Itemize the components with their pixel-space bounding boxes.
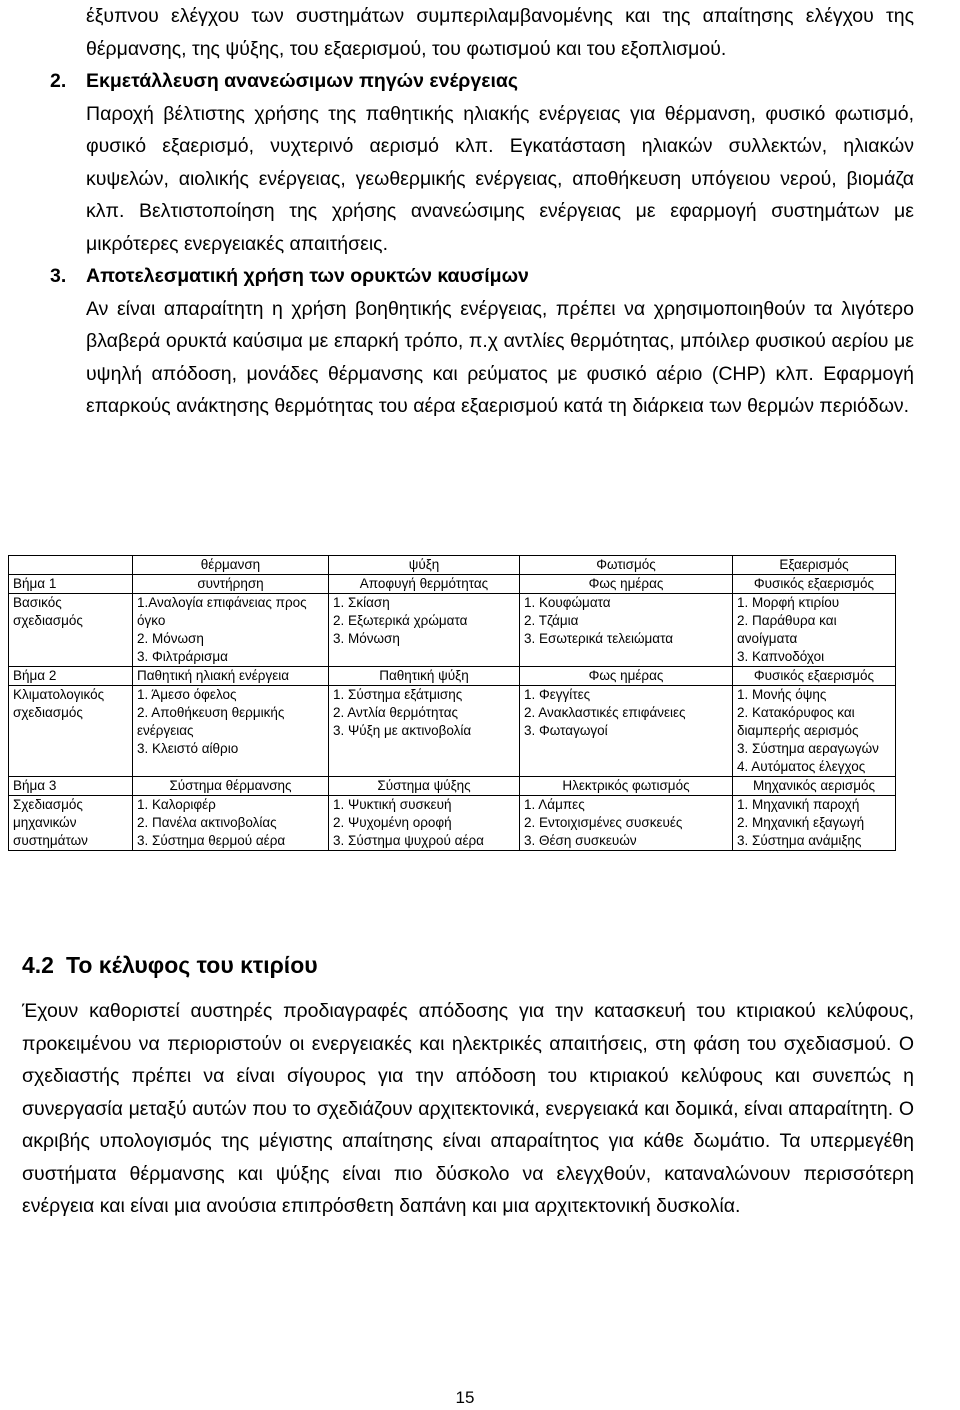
item-2-number: 2. (50, 70, 67, 92)
table-cell: Σύστημα ψύξης (329, 777, 520, 796)
header-cell (9, 556, 133, 575)
list-item: 1. Καλοριφέρ (137, 797, 216, 812)
table-cell: Σύστημα θέρμανσης (133, 777, 329, 796)
continuation-paragraph: έξυπνου ελέγχου των συστημάτων συμπεριλαμβανομένης και της απαίτησης ελέγχου της θέρμανσης, της ψύξης, του εξαερισμού, του φωτισμού και του εξοπλισμού. (86, 5, 914, 60)
list-item: 3. Καπνοδόχοι (737, 649, 825, 664)
table-row-step-2 (9, 667, 896, 686)
list-item: 3. Σύστημα ψυχρού αέρα (333, 833, 484, 848)
header-cell: Φωτισμός (520, 556, 733, 575)
table-cell (733, 594, 896, 667)
list-item: 3. Σύστημα αεραγωγών (737, 741, 879, 756)
table-cell (133, 686, 329, 777)
list-item: 1. Λάμπες (524, 797, 585, 812)
header-cell: ψύξη (329, 556, 520, 575)
table-cell: Μηχανικός αερισμός (733, 777, 896, 796)
table-cell: Αποφυγή θερμότητας (329, 575, 520, 594)
list-item: 2. Εξωτερικά χρώματα (333, 613, 468, 628)
list-item: 3. Φωταγωγοί (524, 723, 608, 738)
table-row-mechanical-design (9, 796, 896, 851)
step-label: Βήμα 1 (9, 575, 133, 594)
list-item: 3. Θέση συσκευών (524, 833, 637, 848)
table-row-step-3 (9, 777, 896, 796)
row-label: Βασικός σχεδιασμός (9, 594, 133, 667)
table-row-climate-design (9, 686, 896, 777)
list-item: 2. Πανέλα ακτινοβολίας (137, 815, 277, 830)
table-cell (520, 796, 733, 851)
list-item: 2. Ψυχομένη οροφή (333, 815, 452, 830)
item-2-paragraph: Παροχή βέλτιστης χρήσης της παθητικής ηλιακής ενέργειας για θέρμανση, φυσικό φωτισμό, φυσικό εξαερισμό, νυχτερινό αερισμό κλπ. Εγκατάσταση ηλιακών συλλεκτών, ηλιακών κυψελών, αιολικής ενέργειας, γεωθερμικής ενέργειας, αποθήκευση υπόγειου νερού, βιομάζα κλπ. Βελτιστοποίηση της χρήσης ανανεώσιμης ενέργειας με εφαρμογή συστημάτων με μικρότερες ενεργειακές απαιτήσεις. (86, 102, 914, 255)
list-item: 3. Σύστημα ανάμιξης (737, 833, 862, 848)
step-label: Βήμα 3 (9, 777, 133, 796)
list-item: 3. Σύστημα θερμού αέρα (137, 833, 286, 848)
header-cell: θέρμανση (133, 556, 329, 575)
list-item: 1. Κουφώματα (524, 595, 611, 610)
list-item: 1. Σκίαση (333, 595, 390, 610)
list-item: 2. Μηχανική εξαγωγή (737, 815, 865, 830)
list-item: 3. Κλειστό αίθριο (137, 741, 239, 756)
table-row-basic-design (9, 594, 896, 667)
table-cell: Ηλεκτρικός φωτισμός (520, 777, 733, 796)
table-cell: Φως ημέρας (520, 667, 733, 686)
design-steps-table (8, 555, 896, 851)
list-item: 2. Παράθυρα και ανοίγματα (737, 613, 837, 646)
list-item: 2. Κατακόρυφος και διαμπερής αερισμός (737, 705, 859, 738)
list-item: 1. Μονής όψης (737, 687, 827, 702)
page-number: 15 (455, 1388, 475, 1407)
list-item: 2. Αποθήκευση θερμικής ενέργειας (137, 705, 285, 738)
list-item: 2. Εντοιχισμένες συσκευές (524, 815, 683, 830)
list-item: 1. Άμεσο όφελος (137, 687, 237, 702)
row-label: Κλιματολογικός σχεδιασμός (9, 686, 133, 777)
step-label: Βήμα 2 (9, 667, 133, 686)
section-heading (22, 952, 318, 979)
item-2-heading (50, 65, 914, 98)
list-item: 2. Μόνωση (137, 631, 204, 646)
list-item: 3. Εσωτερικά τελειώματα (524, 631, 674, 646)
item-3-paragraph: Αν είναι απαραίτητη η χρήση βοηθητικής ενέργειας, πρέπει να χρησιμοποιηθούν τα λιγότερο βλαβερά ορυκτά καύσιμα με επαρκή τρόπο, π.χ αντλίες θερμότητας, μπόιλερ φυσικού αερίου με υψηλή απόδοση, μονάδες θέρμανσης και ρεύματος με φυσικό αέριο (CHP) κλπ. Εφαρμογή επαρκούς ανάκτησης θερμότητας του αέρα εξαερισμού κατά τη διάρκεια των θερμών περιόδων. (86, 297, 914, 417)
list-item: 3. Μόνωση (333, 631, 400, 646)
item-3-heading (50, 260, 914, 293)
table-cell: συντήρηση (133, 575, 329, 594)
table-cell (329, 686, 520, 777)
list-item: 1. Μηχανική παροχή (737, 797, 860, 812)
list-item: 1. Μορφή κτιρίου (737, 595, 840, 610)
item-2-heading-text: Εκμετάλλευση ανανεώσιμων πηγών ενέργειας (86, 70, 519, 92)
table-cell: Φυσικός εξαερισμός (733, 575, 896, 594)
list-item: 2. Τζάμια (524, 613, 579, 628)
intro-text (50, 0, 914, 423)
table-header-row (9, 556, 896, 575)
table-cell: Φυσικός εξαερισμός (733, 667, 896, 686)
section-paragraph: Έχουν καθοριστεί αυστηρές προδιαγραφές απόδοσης για την κατασκευή του κτιριακού κελύφους, προκειμένου να περιοριστούν οι ενεργειακές και ηλεκτρικές απαιτήσεις, στη φάση του σχεδιασμού. Ο σχεδιαστής πρέπει να είναι σίγουρος για την απόδοση του κτιριακού κελύφους και συνεπώς η συνεργασία μεταξύ αυτών που το σχεδιάζουν αρχιτεκτονικά, ενεργειακά και δομικά, είναι απαραίτητη. Ο ακριβής υπολογισμός της μέγιστης απαίτησης είναι απαραίτητος για κάθε δωμάτιο. Τα υπερμεγέθη συστήματα θέρμανσης και ψύξης είναι πιο δύσκολο να ελεγχθούν, καταναλώνουν περισσότερη ενέργεια και είναι μια ανούσια επιπρόσθετη δαπάνη και μια αρχιτεκτονική δυσκολία. (22, 1000, 914, 1217)
item-3-heading-text: Αποτελεσματική χρήση των ορυκτών καυσίμων (86, 265, 529, 287)
list-item: 4. Αυτόματος έλεγχος (737, 759, 866, 774)
section-number: 4.2 (22, 952, 54, 978)
list-item: 3. Ψύξη με ακτινοβολία (333, 723, 472, 738)
table-cell (733, 796, 896, 851)
list-item: 1.Αναλογία επιφάνειας προς όγκο (137, 595, 307, 628)
table-cell (520, 594, 733, 667)
list-item: 1. Σύστημα εξάτμισης (333, 687, 463, 702)
table-cell (329, 594, 520, 667)
list-item: 2. Αντλία θερμότητας (333, 705, 459, 720)
table-cell (733, 686, 896, 777)
header-cell: Εξαερισμός (733, 556, 896, 575)
table-cell (133, 796, 329, 851)
list-item: 1. Ψυκτική συσκευή (333, 797, 452, 812)
section-title: Το κέλυφος του κτιρίου (65, 952, 318, 978)
list-item: 2. Ανακλαστικές επιφάνειες (524, 705, 686, 720)
table-cell (520, 686, 733, 777)
list-item: 1. Φεγγίτες (524, 687, 591, 702)
table-cell: Παθητική ψύξη (329, 667, 520, 686)
table-cell: Φως ημέρας (520, 575, 733, 594)
list-item: 3. Φιλτράρισμα (137, 649, 228, 664)
table-cell: Παθητική ηλιακή ενέργεια (133, 667, 329, 686)
table-cell (329, 796, 520, 851)
row-label: Σχεδιασμός μηχανικών συστημάτων (9, 796, 133, 851)
table-row-step-1 (9, 575, 896, 594)
item-3-number: 3. (50, 265, 67, 287)
table-cell (133, 594, 329, 667)
